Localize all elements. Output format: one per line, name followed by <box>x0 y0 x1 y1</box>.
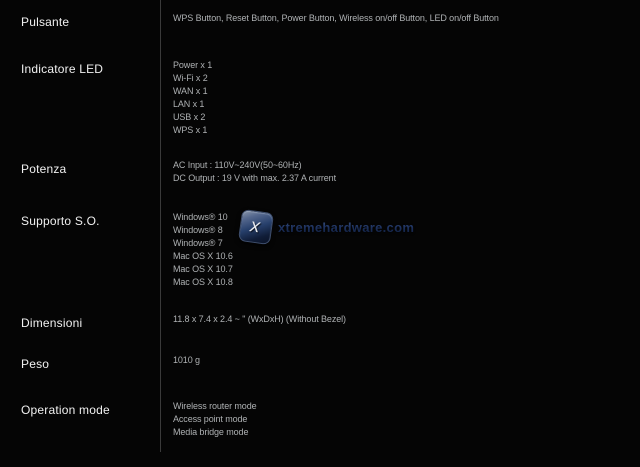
spec-label: Pulsante <box>21 15 70 29</box>
spec-value-line: Windows® 10 <box>173 212 228 222</box>
spec-value-line: LAN x 1 <box>173 99 205 109</box>
spec-label: Operation mode <box>21 403 110 417</box>
spec-value-line: 11.8 x 7.4 x 2.4 ~ " (WxDxH) (Without Bezel) <box>173 314 346 324</box>
spec-values <box>160 400 257 439</box>
spec-value-line: Windows® 7 <box>173 238 223 248</box>
spec-row <box>0 211 640 289</box>
spec-value-line: Media bridge mode <box>173 427 249 437</box>
watermark-text: xtremehardware.com <box>278 219 415 235</box>
spec-value-line: Mac OS X 10.8 <box>173 277 233 287</box>
spec-value-line: Mac OS X 10.7 <box>173 264 233 274</box>
spec-value-line: WAN x 1 <box>173 86 208 96</box>
spec-values <box>160 354 200 367</box>
spec-values <box>160 59 212 137</box>
spec-row <box>0 354 640 371</box>
spec-values <box>160 211 233 289</box>
spec-row <box>0 313 640 330</box>
spec-value-line: WPS x 1 <box>173 125 208 135</box>
spec-label: Peso <box>21 357 50 371</box>
spec-row <box>0 12 640 29</box>
spec-value-line: Access point mode <box>173 414 248 424</box>
spec-value-line: Mac OS X 10.6 <box>173 251 233 261</box>
logo-x-glyph: x <box>248 214 262 237</box>
spec-label: Indicatore LED <box>21 62 104 76</box>
spec-values <box>160 313 346 326</box>
spec-row <box>0 59 640 137</box>
spec-value-line: DC Output : 19 V with max. 2.37 A current <box>173 173 336 183</box>
spec-value-line: Wireless router mode <box>173 401 257 411</box>
spec-value-line: USB x 2 <box>173 112 206 122</box>
spec-value-line: 1010 g <box>173 355 200 365</box>
spec-label: Dimensioni <box>21 316 83 330</box>
spec-label: Supporto S.O. <box>21 214 100 228</box>
spec-row <box>0 159 640 185</box>
spec-value-line: AC Input : 110V~240V(50~60Hz) <box>173 160 302 170</box>
spec-values <box>160 159 336 185</box>
spec-label: Potenza <box>21 162 67 176</box>
spec-value-line: Windows® 8 <box>173 225 223 235</box>
spec-value-line: Power x 1 <box>173 60 213 70</box>
spec-value-line: Wi-Fi x 2 <box>173 73 208 83</box>
spec-row <box>0 400 640 439</box>
spec-values <box>160 12 499 25</box>
spec-value-line: WPS Button, Reset Button, Power Button, Wireless on/off Button, LED on/off Button <box>173 13 499 23</box>
spec-table <box>0 12 640 439</box>
